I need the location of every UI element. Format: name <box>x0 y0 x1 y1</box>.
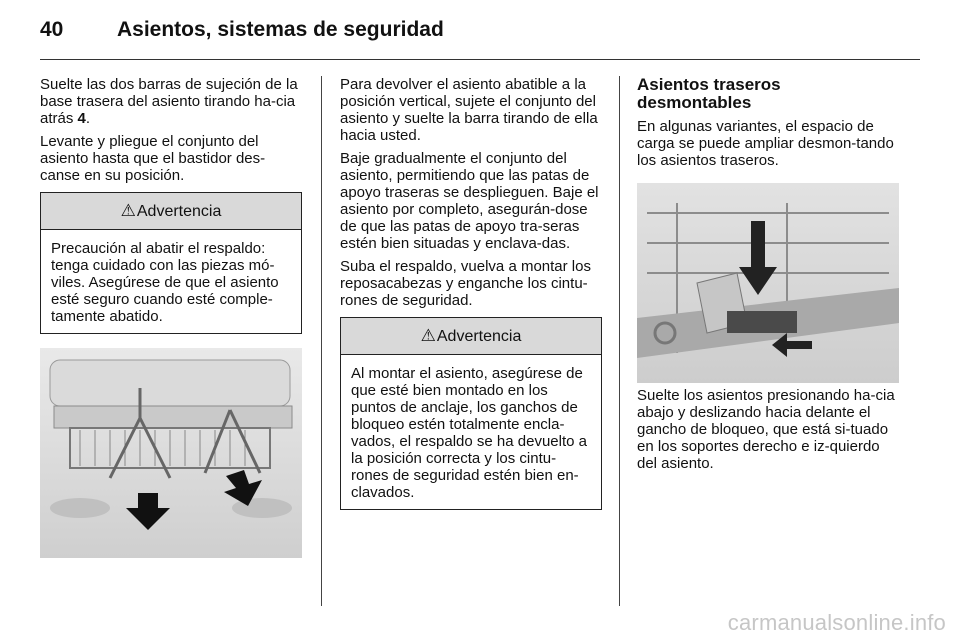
column-left <box>40 76 302 562</box>
paragraph: En algunas variantes, el espacio de carga se puede ampliar desmon-tando los asientos traseros. <box>637 118 894 169</box>
page-number: 40 <box>40 18 64 41</box>
warning-box <box>340 317 602 510</box>
page-header <box>40 18 920 58</box>
seat-release-illustration <box>637 183 899 383</box>
paragraph: Baje gradualmente el conjunto del asiento, permitiendo que las patas de apoyo traseras se desplieguen. Baje el asiento por completo, asegurán-dose de que las patas de apoyo tra-seras estén bien situadas y enclava-das. <box>340 150 599 252</box>
watermark: carmanualsonline.info <box>727 610 946 635</box>
paragraph: Levante y pliegue el conjunto del asiento hasta que el bastidor des-canse en su posición. <box>40 133 266 184</box>
warning-triangle-icon: ⚠ <box>120 201 136 220</box>
warning-header <box>341 318 601 355</box>
warning-title: Advertencia <box>136 203 222 220</box>
section-heading: Asientos traseros desmontables <box>637 75 781 112</box>
column-divider-2 <box>619 76 620 606</box>
warning-body: Precaución al abatir el respaldo: tenga cuidado con las piezas mó-viles. Asegúrese de que el asiento esté seguro cuando esté comple-tamente abatido. <box>51 240 279 325</box>
page-title: Asientos, sistemas de seguridad <box>117 18 444 41</box>
figure-seat-release <box>637 183 899 387</box>
warning-body: Al montar el asiento, asegúrese de que esté bien montado en los puntos de anclaje, los ganchos de bloqueo estén totalmente encla-vados, el respaldo se ha devuelto a la posición correcta y los cintu-rones de seguridad estén bien en-clavados. <box>351 365 587 501</box>
warning-title: Advertencia <box>436 328 522 345</box>
figure-seat-folding <box>40 348 302 562</box>
column-divider-1 <box>321 76 322 606</box>
warning-triangle-icon: ⚠ <box>420 326 436 345</box>
paragraph: Suba el respaldo, vuelva a montar los reposacabezas y enganche los cintu-rones de seguridad. <box>340 258 591 309</box>
column-middle <box>340 76 602 510</box>
paragraph: Suelte los asientos presionando ha-cia abajo y deslizando hacia delante el gancho de bloqueo, que está si-tuado en los soportes derecho e iz-quierdo del asiento. <box>637 387 895 472</box>
paragraph: Suelte las dos barras de sujeción de la base trasera del asiento tirando ha-cia atrás 4. <box>40 76 298 127</box>
callout-number: 4 <box>77 110 86 127</box>
warning-box <box>40 192 302 334</box>
column-right <box>637 76 899 478</box>
header-divider <box>40 59 920 60</box>
warning-header <box>41 193 301 230</box>
seat-folding-illustration <box>40 348 302 558</box>
paragraph: Para devolver el asiento abatible a la posición vertical, sujete el conjunto del asiento y suelte la barra tirando de ella hacia usted. <box>340 76 598 144</box>
